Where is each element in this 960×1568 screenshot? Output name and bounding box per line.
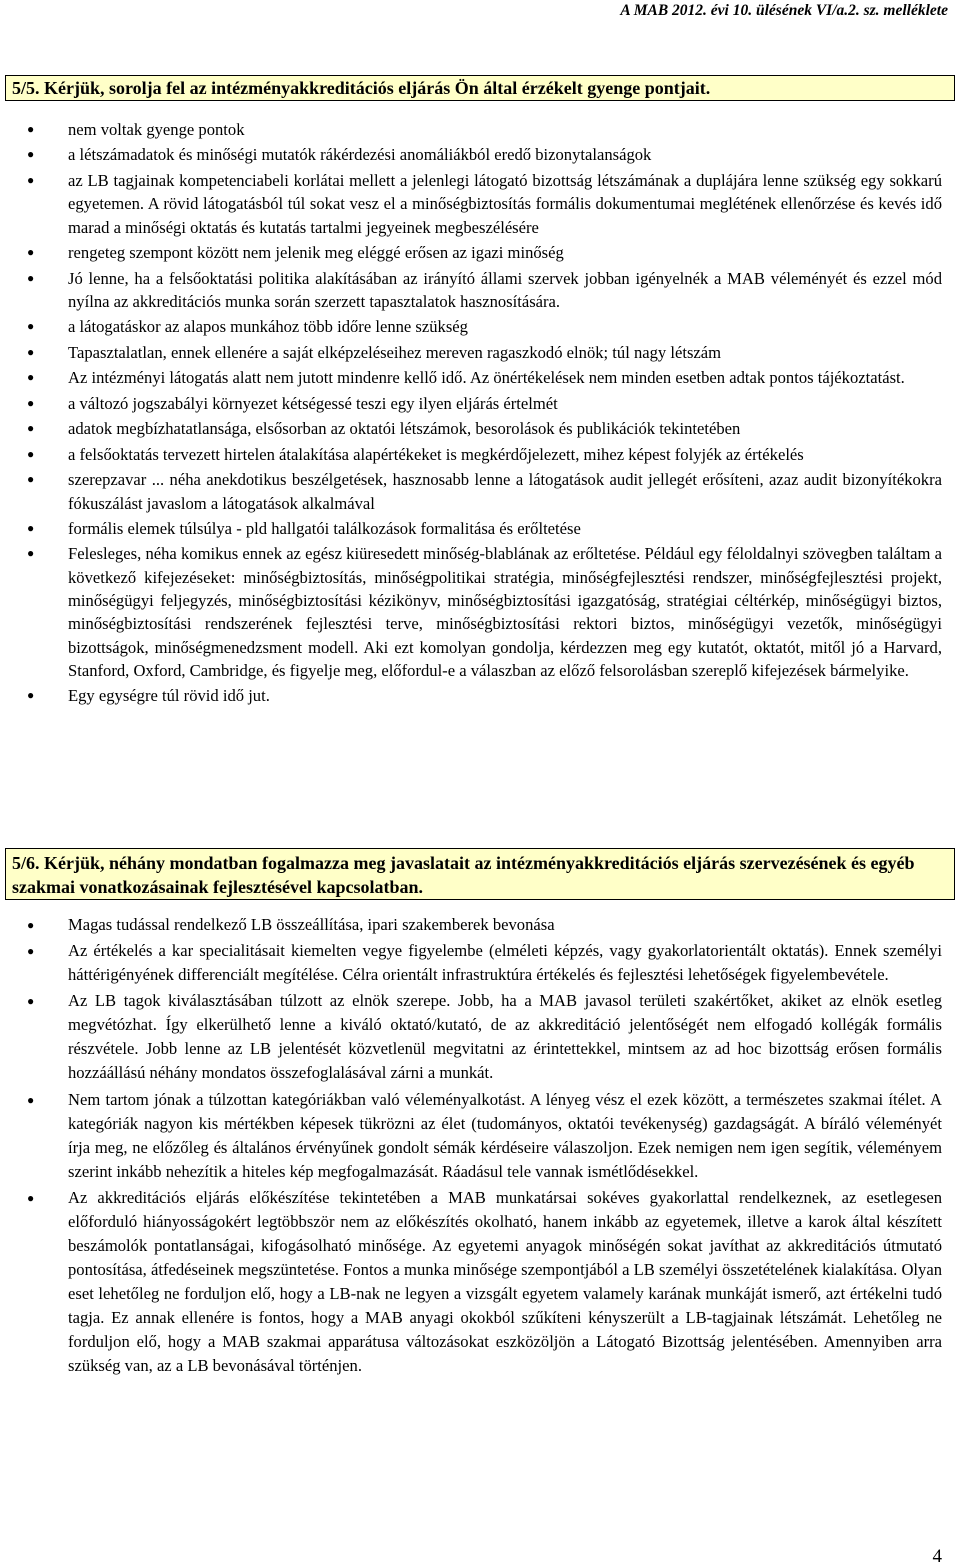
bullet-icon: ●: [27, 319, 35, 334]
question-5-5-box: [5, 75, 955, 101]
bullet-icon: ●: [27, 147, 35, 162]
question-5-5-text: 5/5. Kérjük, sorolja fel az intézményakkreditációs eljárás Ön által érzékelt gyenge pontjait.: [12, 78, 711, 98]
list-item: ● a felsőoktatás tervezett hirtelen átalakítása alapértékeket is megkérdőjelezett, mihez képest folyjék az értékelés: [68, 443, 942, 466]
list-item: ● a létszámadatok és minőségi mutatók rákérdezési anomáliákból eredő bizonytalanságok: [68, 143, 942, 166]
bullet-icon: ●: [27, 245, 35, 260]
bullet-icon: ●: [27, 344, 35, 359]
list-item: ● Az értékelés a kar specialitásait kiemelten vegye figyelembe (elméleti képzés, vagy gyakorlatorientált oktatás). Ennek személyi háttérigényének differenciált megítélése. Célra orientált infrastruktúra értékelés és fejlesztési lehetőségek figyelembevétele.: [27, 941, 942, 985]
bullet-icon: ●: [27, 421, 35, 436]
list-item: ● Az intézményi látogatás alatt nem jutott mindenre kellő idő. Az önértékelések nem minden esetben adtak pontos tájékoztatást.: [68, 366, 942, 389]
list-item: ● Felesleges, néha komikus ennek az egész kiüresedett minőség-blablának az erőltetése. Például egy féloldalnyi szövegben találtam a következő kifejezéseket: minőségbiztosítás, minőségpolitikai stratégia, minőségfejlesztési rendszer, minőségfejlesztési projekt, minőségügyi feljegyzés, minőségbiztosítási kézikönyv, minőségbiztosítási igazgatóság, stratégiai céltérkép, minőségügyi biztos, minőségbiztosítási rendszerének fejlesztési terve, minőségbiztosítási rektori biztos, minőségügyi vezetők, minőségügyi bizottságok, minőségmenedzsment modell. Aki ezt komolyan gondolja, kérdezzen meg egy kutatót, oktatót, mitől jó a Harvard, Stanford, Oxford, Cambridge, és figyelje meg, előfordul-e a válaszban az előző felsorolásban szereplő kifejezések bármelyike.: [27, 544, 942, 680]
bullet-icon: ●: [27, 270, 35, 285]
list-item: ● Nem tartom jónak a túlzottan kategóriákban való véleményalkotást. A lényeg vész el ezek között, a természetes szakmai ítélet. A kategóriák nagyon kis mértékben képesek tükrözni az élet (tudományos, oktatói tevékenység) gazdagságát. A bíráló véleményét írja meg, ne előzőleg és általános érvényűnek gondolt sémák kérdéseire válaszoljon. Ezek nemigen nem igen segítik, véleményem szerint inkább nehezítik a hiteles kép megfogalmazását. Ráadásul tele vannak ismétlődésekkel.: [27, 1089, 942, 1181]
page-number: 4: [932, 1546, 942, 1567]
bullet-icon: ●: [27, 546, 35, 561]
question-5-6-text: 5/6. Kérjük, néhány mondatban fogalmazza meg javaslatait az intézményakkreditációs eljárás szervezésének és egyéb szakmai vonatkozásainak fejlesztésével kapcsolatban.: [12, 853, 915, 897]
list-item: ● Az LB tagok kiválasztásában túlzott az elnök szerepe. Jobb, ha a MAB javasol területi szakértőket, akiket az elnök esetleg megvétózhat. Így elkerülhető lenne a kiváló oktató/kutató, de az akkreditáció jelentőségét nem elfogadó kollégák formális részvétele. Jobb lenne az LB jelentését közvetlenül megvitatni az érintettekkel, mintsem az ad hoc bizottság erősen formális hozzáállású néhány mondatos összefoglalásával zárni a munkát.: [27, 991, 942, 1083]
bullet-icon: ●: [27, 472, 35, 487]
bullet-icon: ●: [27, 1092, 35, 1107]
list-item: ● a látogatáskor az alapos munkához több időre lenne szükség: [68, 315, 942, 338]
bullet-icon: ●: [27, 172, 35, 187]
answers-5-6-list: [0, 913, 960, 1380]
bullet-icon: ●: [27, 688, 35, 703]
bullet-icon: ●: [27, 1190, 35, 1205]
list-item: ● az LB tagjainak kompetenciabeli korlátai mellett a jelenlegi látogató bizottság létszámának a duplájára lenne szükség egy sokkarú egyetemen. A rövid látogatásból túl sokat vesz el a minőségbiztosítás formális dokumentumai meglétének ellenőrzése és kevés idő marad a minőségi oktatás és kutatás tartalmi jegyeinek megbeszélésére: [27, 170, 942, 237]
question-5-6-box: [5, 848, 955, 900]
list-item: ● nem voltak gyenge pontok: [68, 118, 942, 141]
list-item: ● Tapasztalatlan, ennek ellenére a saját elképzeléseihez mereven ragaszkodó elnök; túl nagy létszám: [68, 341, 942, 364]
bullet-icon: ●: [27, 122, 35, 136]
list-item: ● Egy egységre túl rövid idő jut.: [68, 684, 942, 707]
answers-5-5-list: [0, 118, 960, 710]
bullet-icon: ●: [27, 395, 35, 410]
list-item: ● rengeteg szempont között nem jelenik meg eléggé erősen az igazi minőség: [68, 241, 942, 264]
list-item: ● adatok megbízhatatlansága, elsősorban az oktatói létszámok, besorolások és publikációk tekintetében: [68, 417, 942, 440]
list-item: ● a változó jogszabályi környezet kétségessé teszi egy ilyen eljárás értelmét: [68, 392, 942, 415]
list-item: ● Magas tudással rendelkező LB összeállítása, ipari szakemberek bevonása: [68, 913, 942, 937]
bullet-icon: ●: [27, 918, 35, 932]
bullet-icon: ●: [27, 521, 35, 535]
document-header: A MAB 2012. évi 10. ülésének VI/a.2. sz. melléklete: [620, 2, 948, 19]
bullet-icon: ●: [27, 994, 35, 1009]
bullet-icon: ●: [27, 370, 35, 385]
bullet-icon: ●: [27, 446, 35, 461]
list-item: ● Jó lenne, ha a felsőoktatási politika alakításában az irányító állami szervek jobban igényelnék a MAB véleményét és ezzel mód nyílna az akkreditációs munka során szerzett tapasztalatok hasznosítására.: [27, 268, 942, 311]
list-item: ● formális elemek túlsúlya - pld hallgatói találkozások formalitása és erőltetése: [68, 517, 942, 540]
list-item: ● szerepzavar ... néha anekdotikus beszélgetések, hasznosabb lenne a látogatások audit jellegét erősíteni, azaz audit bizonyítékokra fókuszálást javaslom a látogatások alkalmával: [27, 470, 942, 513]
bullet-icon: ●: [27, 944, 35, 959]
list-item: ● Az akkreditációs eljárás előkészítése tekintetében a MAB munkatársai sokéves gyakorlattal rendelkeznek, az esetlegesen előforduló hiányosságokért legtöbbször nem az előkészítés okolható, hanem inkább az egyetemek, illetve a karok által készített beszámolók pontatlanságai, kifogásolható minősége. Az egyetemi anyagok minőségén sokat javíthat az akkreditációs útmutató pontosítása, átfedéseinek megszüntetése. Fontos a munka minősége szempontjából a LB személyi összetételének kialakítása. Olyan eset lehetőleg ne forduljon elő, hogy a LB-nak ne legyen a vizsgált egyetem valamely karának munkáját ismerő, azt értékelni tudó tagja. Ez annak ellenére is fontos, hogy a MAB anyagi okokból szűkíteni kényszerült a LB-tagjainak létszámát. Lehetőleg ne forduljon elő, hogy a MAB szakmai apparátusa változásokat eszközöljön a Látogató Bizottság jelentésében. Amennyiben arra szükség van, az a LB bevonásával történjen.: [27, 1187, 942, 1375]
